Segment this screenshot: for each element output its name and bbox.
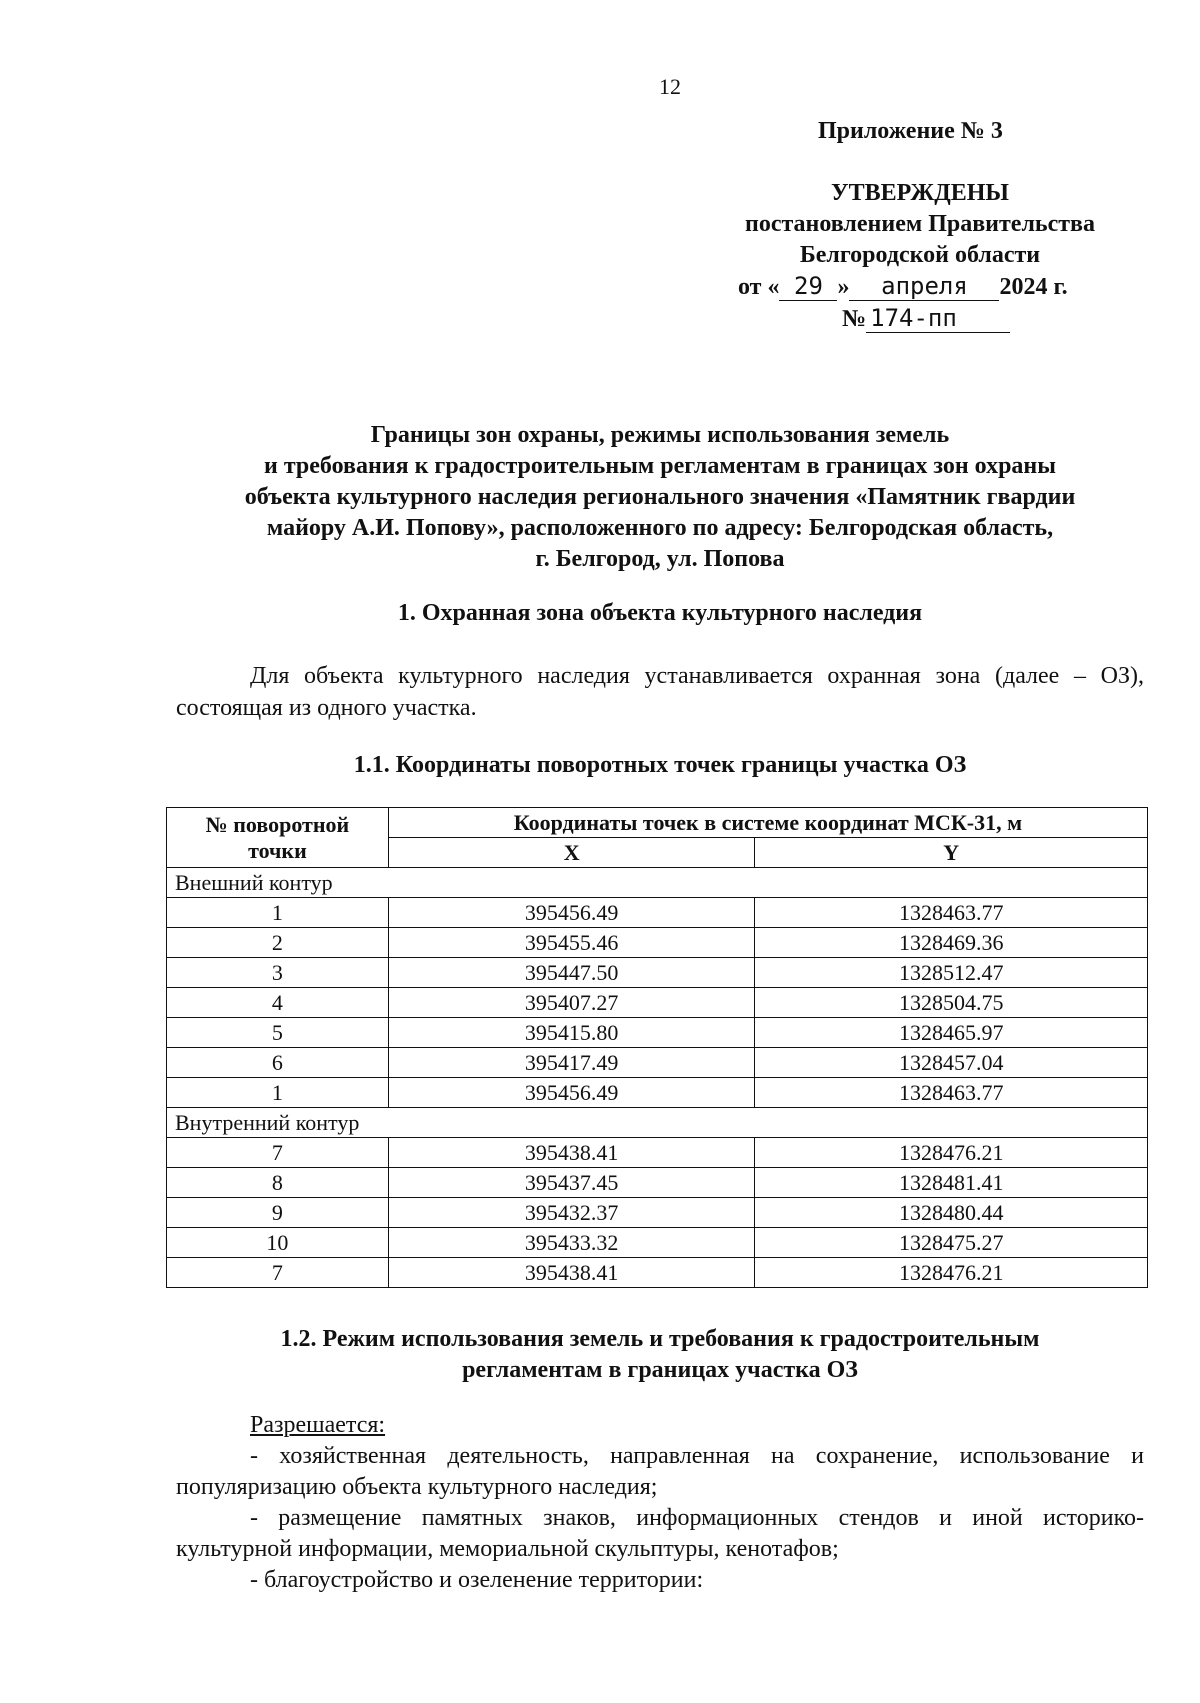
y-coordinate-cell: 1328463.77 xyxy=(755,898,1148,928)
section-1-2-heading xyxy=(170,1324,1150,1386)
coordinates-table xyxy=(166,807,1148,1288)
x-coordinate-cell: 395447.50 xyxy=(388,958,755,988)
point-number-cell: 1 xyxy=(167,898,389,928)
table-row xyxy=(167,1168,1148,1198)
point-number-cell: 7 xyxy=(167,1258,389,1288)
contour-label: Внутренний контур xyxy=(167,1108,1148,1138)
number-prefix: № xyxy=(842,306,867,332)
page-number: 12 xyxy=(659,74,681,99)
allowed-item-text: - хозяйственная деятельность, направленная на сохранение, использование и популяризацию объекта культурного наследия; xyxy=(176,1443,1144,1500)
point-number-header xyxy=(167,808,389,868)
point-number-cell: 1 xyxy=(167,1078,389,1108)
x-coordinate-cell: 395437.45 xyxy=(388,1168,755,1198)
y-coordinate-cell: 1328476.21 xyxy=(755,1138,1148,1168)
point-number-cell: 7 xyxy=(167,1138,389,1168)
allowed-item xyxy=(176,1503,1144,1565)
y-coordinate-cell: 1328481.41 xyxy=(755,1168,1148,1198)
allowed-item xyxy=(176,1441,1144,1503)
y-coordinate-cell: 1328512.47 xyxy=(755,958,1148,988)
point-number-cell: 4 xyxy=(167,988,389,1018)
allowed-item-text: - благоустройство и озеленение территории: xyxy=(250,1567,704,1593)
table-group-row xyxy=(167,1108,1148,1138)
y-coordinate-cell: 1328463.77 xyxy=(755,1078,1148,1108)
title-line: объекта культурного наследия регионального значения «Памятник гвардии xyxy=(244,484,1076,510)
table-row xyxy=(167,1048,1148,1078)
table-row xyxy=(167,1228,1148,1258)
date-year: 2024 г. xyxy=(999,274,1068,300)
coordinates-table-body xyxy=(167,868,1148,1288)
section-1-heading: 1. Охранная зона объекта культурного наследия xyxy=(397,600,923,626)
point-number-header-line-2: точки xyxy=(248,837,307,863)
table-row xyxy=(167,928,1148,958)
x-coordinate-cell: 395415.80 xyxy=(388,1018,755,1048)
y-coordinate-cell: 1328476.21 xyxy=(755,1258,1148,1288)
x-coordinate-cell: 395417.49 xyxy=(388,1048,755,1078)
point-number-cell: 2 xyxy=(167,928,389,958)
allowed-list xyxy=(176,1410,1144,1596)
section-1-text: Для объекта культурного наследия устанавливается охранная зона (далее – ОЗ), состоящая из одного участка. xyxy=(176,663,1144,721)
date-month: апреля xyxy=(849,272,999,301)
table-row xyxy=(167,1138,1148,1168)
point-number-header-line-1: № поворотной xyxy=(205,811,350,837)
y-coordinate-cell: 1328465.97 xyxy=(755,1018,1148,1048)
point-number-cell: 3 xyxy=(167,958,389,988)
point-number-cell: 10 xyxy=(167,1228,389,1258)
point-number-cell: 5 xyxy=(167,1018,389,1048)
y-coordinate-cell: 1328457.04 xyxy=(755,1048,1148,1078)
allowed-item xyxy=(176,1565,1144,1596)
document-title xyxy=(170,420,1150,575)
x-coordinate-cell: 395455.46 xyxy=(388,928,755,958)
approved-line-2: Белгородской области xyxy=(799,242,1041,268)
title-line: майору А.И. Попову», расположенного по адресу: Белгородская область, xyxy=(266,515,1054,541)
approval-block xyxy=(720,178,1120,271)
section-1-paragraph xyxy=(176,660,1144,724)
date-prefix: от « xyxy=(738,274,780,300)
table-row xyxy=(167,988,1148,1018)
x-coordinate-cell: 395432.37 xyxy=(388,1198,755,1228)
coordinates-header: Координаты точек в системе координат МСК-31, м xyxy=(388,808,1147,838)
approval-date xyxy=(738,272,1068,301)
x-coordinate-cell: 395456.49 xyxy=(388,898,755,928)
approved-word: УТВЕРЖДЕНЫ xyxy=(831,180,1009,206)
y-coordinate-cell: 1328475.27 xyxy=(755,1228,1148,1258)
table-row xyxy=(167,1078,1148,1108)
number-value: 174-пп xyxy=(866,304,1010,333)
title-line: г. Белгород, ул. Попова xyxy=(535,546,785,572)
table-row xyxy=(167,898,1148,928)
date-day: 29 xyxy=(779,272,837,301)
approved-line-1: постановлением Правительства xyxy=(744,211,1095,237)
y-coordinate-cell: 1328469.36 xyxy=(755,928,1148,958)
date-mid: » xyxy=(837,274,850,300)
x-header: X xyxy=(388,838,755,868)
x-coordinate-cell: 395438.41 xyxy=(388,1138,755,1168)
x-coordinate-cell: 395438.41 xyxy=(388,1258,755,1288)
section-1-1-heading: 1.1. Координаты поворотных точек границы участка ОЗ xyxy=(353,752,967,778)
x-coordinate-cell: 395456.49 xyxy=(388,1078,755,1108)
title-line: и требования к градостроительным регламентам в границах зон охраны xyxy=(264,453,1056,479)
table-row xyxy=(167,1198,1148,1228)
point-number-cell: 8 xyxy=(167,1168,389,1198)
point-number-cell: 9 xyxy=(167,1198,389,1228)
x-coordinate-cell: 395407.27 xyxy=(388,988,755,1018)
table-row xyxy=(167,1018,1148,1048)
y-coordinate-cell: 1328480.44 xyxy=(755,1198,1148,1228)
allowed-item-text: - размещение памятных знаков, информационных стендов и иной историко-культурной информации, мемориальной скульптуры, кенотафов; xyxy=(176,1505,1144,1562)
y-coordinate-cell: 1328504.75 xyxy=(755,988,1148,1018)
y-header: Y xyxy=(755,838,1148,868)
appendix-label: Приложение № 3 xyxy=(818,118,1003,144)
x-coordinate-cell: 395433.32 xyxy=(388,1228,755,1258)
point-number-cell: 6 xyxy=(167,1048,389,1078)
table-group-row xyxy=(167,868,1148,898)
table-row xyxy=(167,1258,1148,1288)
table-header-row xyxy=(167,808,1148,838)
title-line: Границы зон охраны, режимы использования земель xyxy=(370,422,950,448)
allowed-label: Разрешается: xyxy=(250,1412,386,1438)
approval-number xyxy=(842,304,1010,333)
section-1-2-heading-line: регламентам в границах участка ОЗ xyxy=(462,1357,858,1383)
contour-label: Внешний контур xyxy=(167,868,1148,898)
section-1-2-heading-line: 1.2. Режим использования земель и требования к градостроительным xyxy=(280,1326,1040,1352)
table-row xyxy=(167,958,1148,988)
